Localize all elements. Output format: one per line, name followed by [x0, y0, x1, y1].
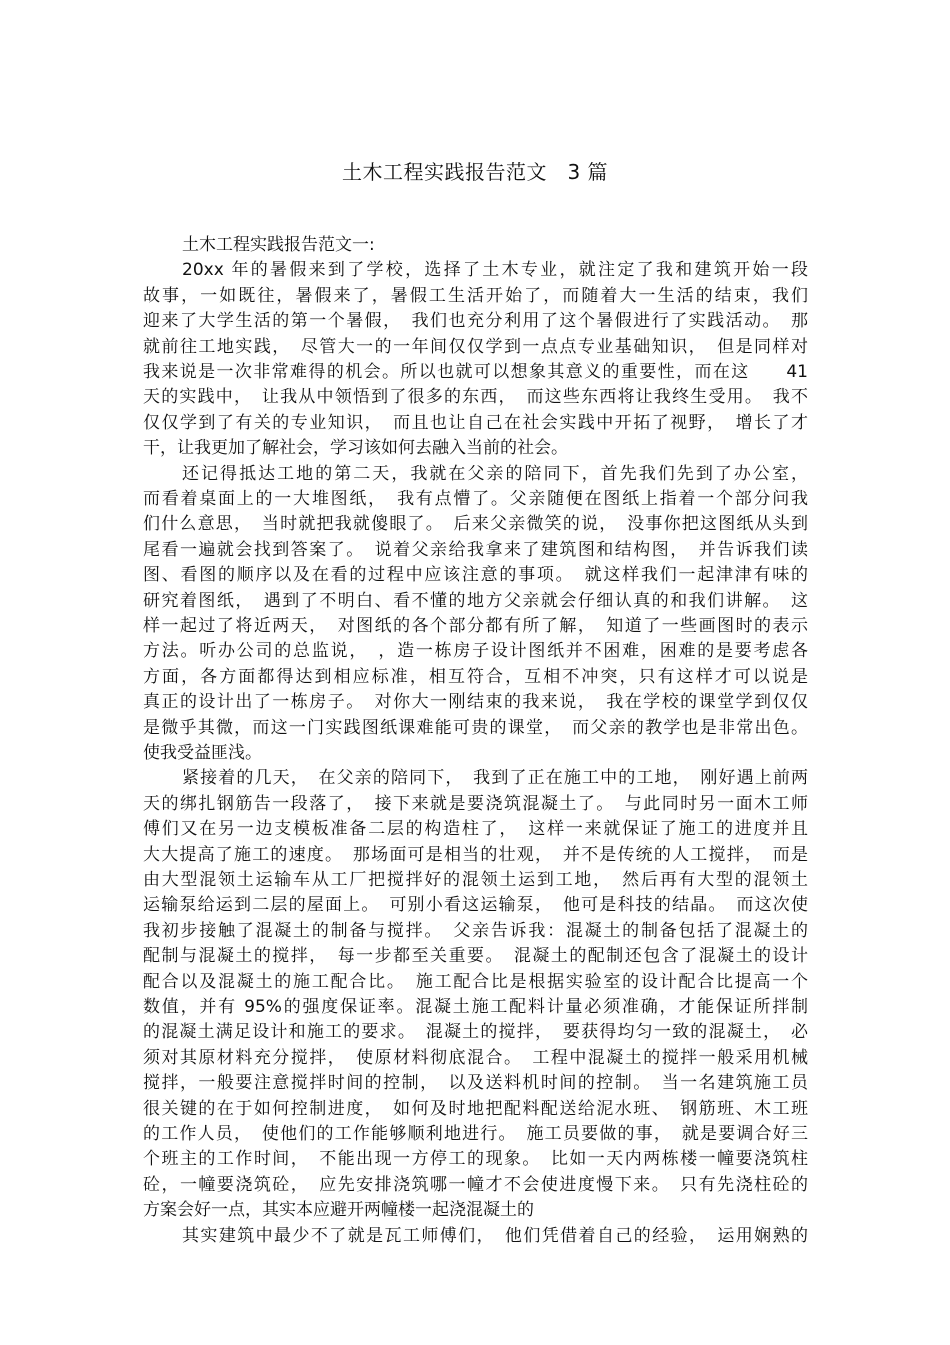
text-line: 我初步接触了混凝土的制备与搅拌。 父亲告诉我：混凝土的制备包括了混凝土的 [143, 921, 808, 941]
text-line: 其实建筑中最少不了就是瓦工师傅们， 他们凭借着自己的经验， 运用娴熟的 [182, 1226, 808, 1246]
text-line: 的混凝土满足设计和施工的要求。 混凝土的搅拌， 要获得均匀一致的混凝土， 必 [143, 1022, 808, 1042]
text-line: 数值，并有 95%的强度保证率。混凝土施工配料计量必须准确，才能保证所拌制 [143, 997, 808, 1017]
text-line: 砼，一幢要浇筑砼， 应先安排浇筑哪一幢才不会使进度慢下来。 只有先浇柱砼的 [143, 1175, 808, 1195]
text-line: 方面，各方面都得达到相应标准，相互符合，互相不冲突，只有这样才可以说是 [143, 667, 808, 687]
text-line: 使我受益匪浅。 [143, 743, 262, 763]
text-line: 20xx 年的暑假来到了学校，选择了土木专业，就注定了我和建筑开始一段 [182, 260, 808, 280]
text-line: 天的绑扎钢筋告一段落了， 接下来就是要浇筑混凝土了。 与此同时另一面木工师 [143, 794, 808, 814]
text-line: 搅拌，一般要注意搅拌时间的控制， 以及送料机时间的控制。 当一名建筑施工员 [143, 1073, 808, 1093]
text-line: 真正的设计出了一栋房子。 对你大一刚结束的我来说， 我在学校的课堂学到仅仅 [143, 692, 808, 712]
text-line: 还记得抵达工地的第二天，我就在父亲的陪同下，首先我们先到了办公室， [182, 464, 808, 484]
text-line: 故事，一如既往，暑假来了，暑假工生活开始了，而随着大一生活的结束，我们 [143, 286, 808, 306]
text-line: 配制与混凝土的搅拌， 每一步都至关重要。 混凝土的配制还包含了混凝土的设计 [143, 946, 808, 966]
text-line: 们什么意思， 当时就把我就傻眼了。 后来父亲微笑的说， 没事你把这图纸从头到 [143, 514, 808, 534]
text-line: 土木工程实践报告范文一: [182, 235, 375, 255]
text-line: 很关键的在于如何控制进度， 如何及时地把配料配送给泥水班、 钢筋班、木工班 [143, 1099, 808, 1119]
text-line: 运输泵给运到二层的屋面上。 可别小看这运输泵， 他可是科技的结晶。 而这次使 [143, 895, 808, 915]
text-line: 图、看图的顺序以及在看的过程中应该注意的事项。 就这样我们一起津津有味的 [143, 565, 808, 585]
text-line: 研究着图纸， 遇到了不明白、看不懂的地方父亲就会仔细认真的和我们讲解。 这 [143, 591, 808, 611]
text-line: 尾看一遍就会找到答案了。 说着父亲给我拿来了建筑图和结构图， 并告诉我们读 [143, 540, 808, 560]
text-line: 配合以及混凝土的施工配合比。 施工配合比是根据实验室的设计配合比提高一个 [143, 972, 808, 992]
text-line: 迎来了大学生活的第一个暑假， 我们也充分利用了这个暑假进行了实践活动。 那 [143, 311, 808, 331]
text-line: 我来说是一次非常难得的机会。所以也就可以想象其意义的重要性，而在这 41 [143, 362, 808, 382]
text-line: 的工作人员， 使他们的工作能够顺利地进行。 施工员要做的事， 就是要调合好三 [143, 1124, 808, 1144]
text-line: 个班主的工作时间， 不能出现一方停工的现象。 比如一天内两栋楼一幢要浇筑柱 [143, 1149, 808, 1169]
text-line: 样一起过了将近两天， 对图纸的各个部分都有所了解， 知道了一些画图时的表示 [143, 616, 808, 636]
text-line: 仅仅学到了有关的专业知识， 而且也让自己在社会实践中开拓了视野， 增长了才 [143, 413, 808, 433]
text-line: 是微乎其微，而这一门实践图纸课难能可贵的课堂， 而父亲的教学也是非常出色。 [143, 718, 808, 738]
text-line: 而看着桌面上的一大堆图纸， 我有点懵了。父亲随便在图纸上指着一个部分问我 [143, 489, 808, 509]
text-line: 方法。听办公司的总监说， ，造一栋房子设计图纸并不困难，困难的是要考虑各 [143, 641, 808, 661]
text-line: 方案会好一点，其实本应避开两幢楼一起浇混凝土的 [143, 1200, 534, 1220]
text-line: 天的实践中， 让我从中领悟到了很多的东西， 而这些东西将让我终生受用。 我不 [143, 387, 808, 407]
text-line: 傅们又在另一边支模板准备二层的构造柱了， 这样一来就保证了施工的进度并且 [143, 819, 808, 839]
text-line: 由大型混领土运输车从工厂把搅拌好的混领土运到工地， 然后再有大型的混领土 [143, 870, 808, 890]
text-line: 须对其原材料充分搅拌， 使原材料彻底混合。 工程中混凝土的搅拌一般采用机械 [143, 1048, 808, 1068]
text-line: 紧接着的几天， 在父亲的陪同下， 我到了正在施工中的工地， 刚好遇上前两 [182, 768, 808, 788]
text-line: 大大提高了施工的速度。 那场面可是相当的壮观， 并不是传统的人工搅拌， 而是 [143, 845, 808, 865]
page-title: 土木工程实践报告范文 3 篇 [341, 160, 609, 184]
text-line: 干，让我更加了解社会，学习该如何去融入当前的社会。 [143, 438, 568, 458]
text-line: 就前往工地实践， 尽管大一的一年间仅仅学到一点点专业基础知识， 但是同样对 [143, 337, 808, 357]
